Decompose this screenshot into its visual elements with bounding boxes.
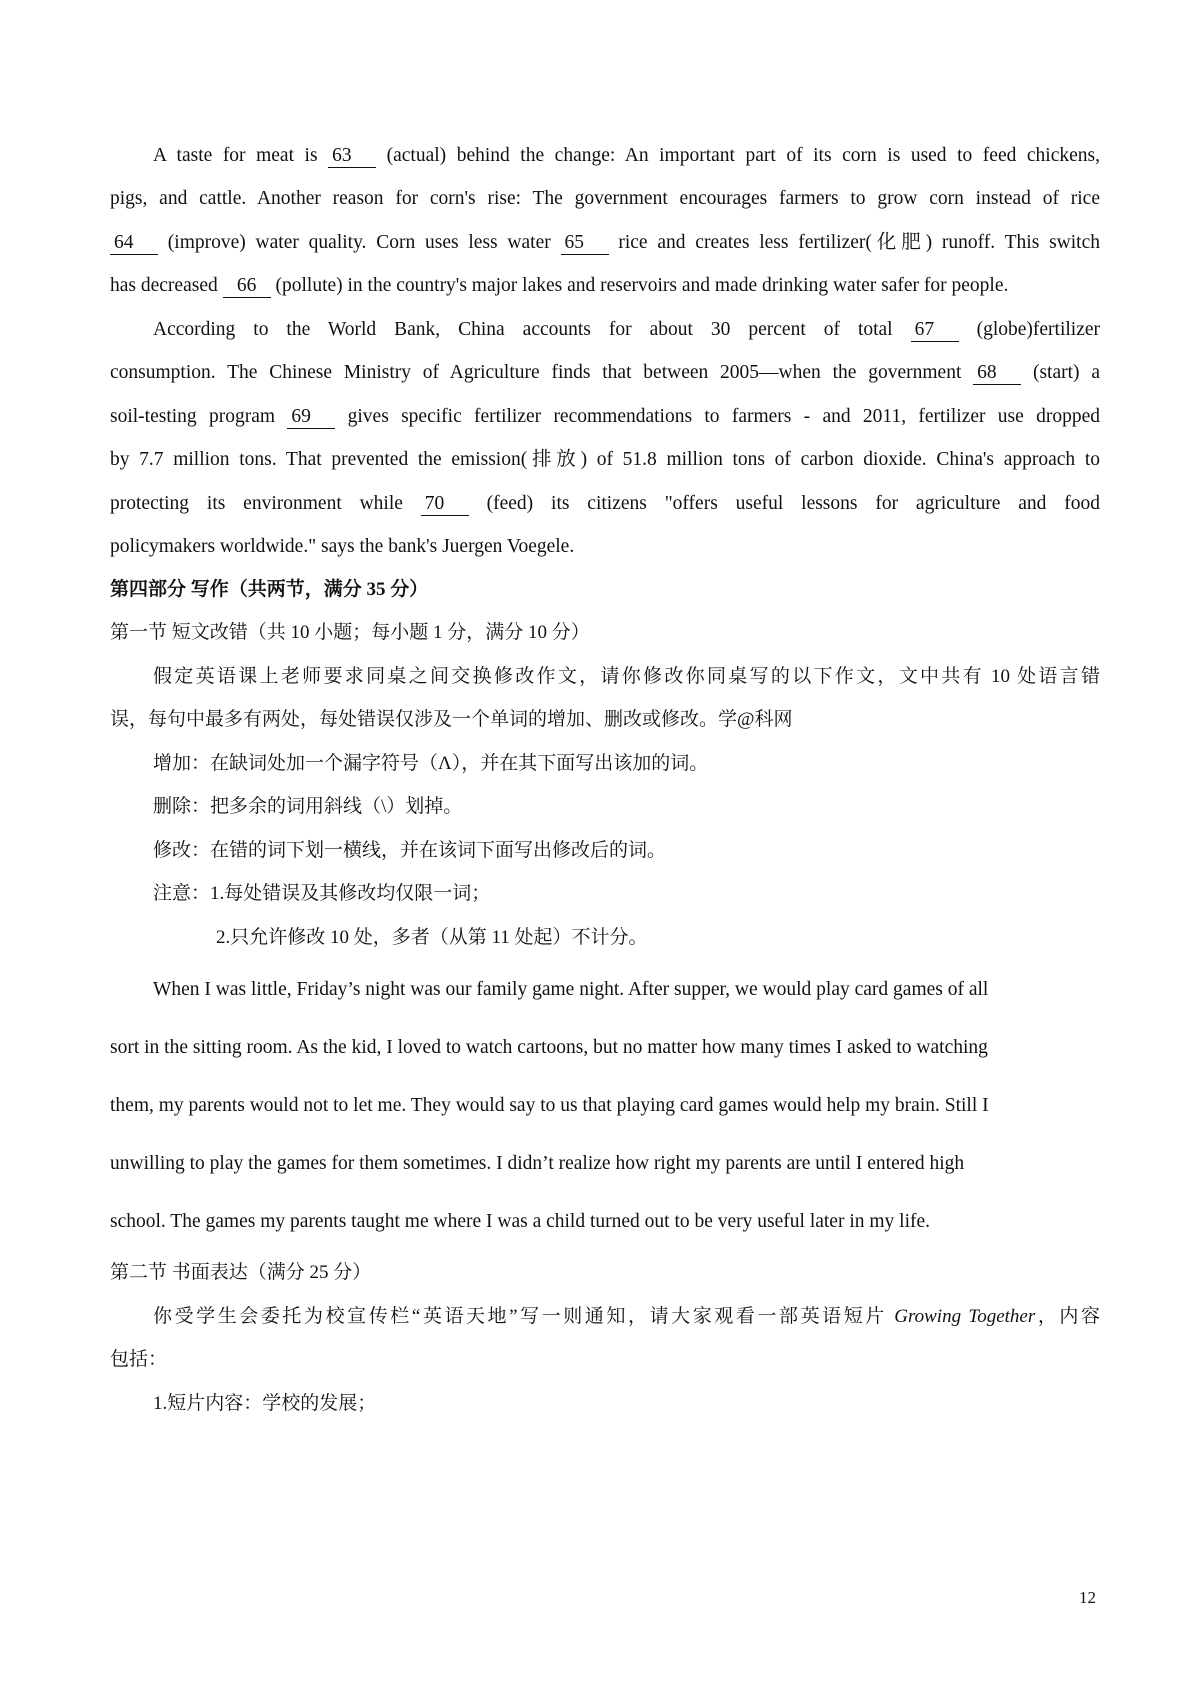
blank-70: 70 bbox=[421, 493, 469, 516]
blank-69: 69 bbox=[287, 406, 335, 429]
page-number: 12 bbox=[1079, 1588, 1096, 1607]
section-heading: 第四部分 写作（共两节，满分 35 分） bbox=[110, 579, 429, 600]
passage-line: soil-testing program 69 gives specific fertilizer recommendations to farmers - and 2011, fertilizer use dropped bbox=[110, 406, 1100, 427]
passage-line: by 7.7 million tons. That prevented the emission(排放) of 51.8 million tons of carbon dioxide. China's approach to bbox=[110, 449, 1100, 470]
passage-line: 64 (improve) water quality. Corn uses less water 65 rice and creates less fertilizer(化肥) runoff. This switch bbox=[110, 230, 1100, 256]
task-line: 你受学生会委托为校宣传栏“英语天地”写一则通知，请大家观看一部英语短片 Growing Together，内容 bbox=[153, 1306, 1100, 1327]
section2-title: 第二节 书面表达（满分 25 分） bbox=[110, 1262, 372, 1283]
passage-line: A taste for meat is 63 (actual) behind the change: An important part of its corn is used to feed chickens, bbox=[153, 145, 1100, 166]
instruction-line: 假定英语课上老师要求同桌之间交换修改作文，请你修改你同桌写的以下作文，文中共有 10 处语言错 bbox=[153, 666, 1100, 687]
blank-66: 66 bbox=[223, 275, 271, 298]
essay-line: sort in the sitting room. As the kid, I loved to watch cartoons, but no matter how many times I asked to watching bbox=[110, 1037, 988, 1058]
essay-line: unwilling to play the games for them sometimes. I didn’t realize how right my parents are until I entered high bbox=[110, 1153, 965, 1174]
blank-68: 68 bbox=[973, 362, 1021, 385]
task-item-1: 1.短片内容：学校的发展； bbox=[153, 1393, 377, 1414]
rule-delete: 删除：把多余的词用斜线（\）划掉。 bbox=[153, 796, 463, 817]
passage-line: consumption. The Chinese Ministry of Agriculture finds that between 2005—when the government 68 (start) a bbox=[110, 362, 1100, 383]
rule-modify: 修改：在错的词下划一横线，并在该词下面写出修改后的词。 bbox=[153, 840, 667, 861]
passage-line: pigs, and cattle. Another reason for corn's rise: The government encourages farmers to grow corn instead of rice bbox=[110, 188, 1100, 209]
passage-line: has decreased 66 (pollute) in the country's major lakes and reservoirs and made drinking water safer for people. bbox=[110, 275, 1009, 296]
note-1: 注意：1.每处错误及其修改均仅限一词； bbox=[153, 883, 491, 904]
film-title: Growing Together bbox=[894, 1306, 1036, 1327]
note-2: 2.只允许修改 10 处，多者（从第 11 处起）不计分。 bbox=[216, 927, 648, 948]
blank-65: 65 bbox=[561, 232, 609, 255]
instruction-line: 误，每句中最多有两处，每处错误仅涉及一个单词的增加、删改或修改。学@科网 bbox=[110, 709, 793, 730]
passage-line: policymakers worldwide." says the bank's Juergen Voegele. bbox=[110, 536, 575, 557]
rule-add: 增加：在缺词处加一个漏字符号（Λ），并在其下面写出该加的词。 bbox=[153, 753, 709, 774]
section1-title: 第一节 短文改错（共 10 小题；每小题 1 分，满分 10 分） bbox=[110, 622, 590, 643]
essay-line: school. The games my parents taught me where I was a child turned out to be very useful later in my life. bbox=[110, 1211, 931, 1232]
essay-line: When I was little, Friday’s night was our family game night. After supper, we would play card games of all bbox=[153, 979, 989, 1000]
task-line: 包括： bbox=[110, 1349, 168, 1370]
blank-64: 64 bbox=[110, 232, 158, 255]
blank-63: 63 bbox=[328, 145, 376, 168]
passage-line: According to the World Bank, China accounts for about 30 percent of total 67 (globe)fertilizer bbox=[153, 319, 1100, 340]
passage-line: protecting its environment while 70 (feed) its citizens "offers useful lessons for agriculture and food bbox=[110, 493, 1100, 514]
essay-line: them, my parents would not to let me. They would say to us that playing card games would help my brain. Still I bbox=[110, 1095, 989, 1116]
blank-67: 67 bbox=[911, 319, 959, 342]
